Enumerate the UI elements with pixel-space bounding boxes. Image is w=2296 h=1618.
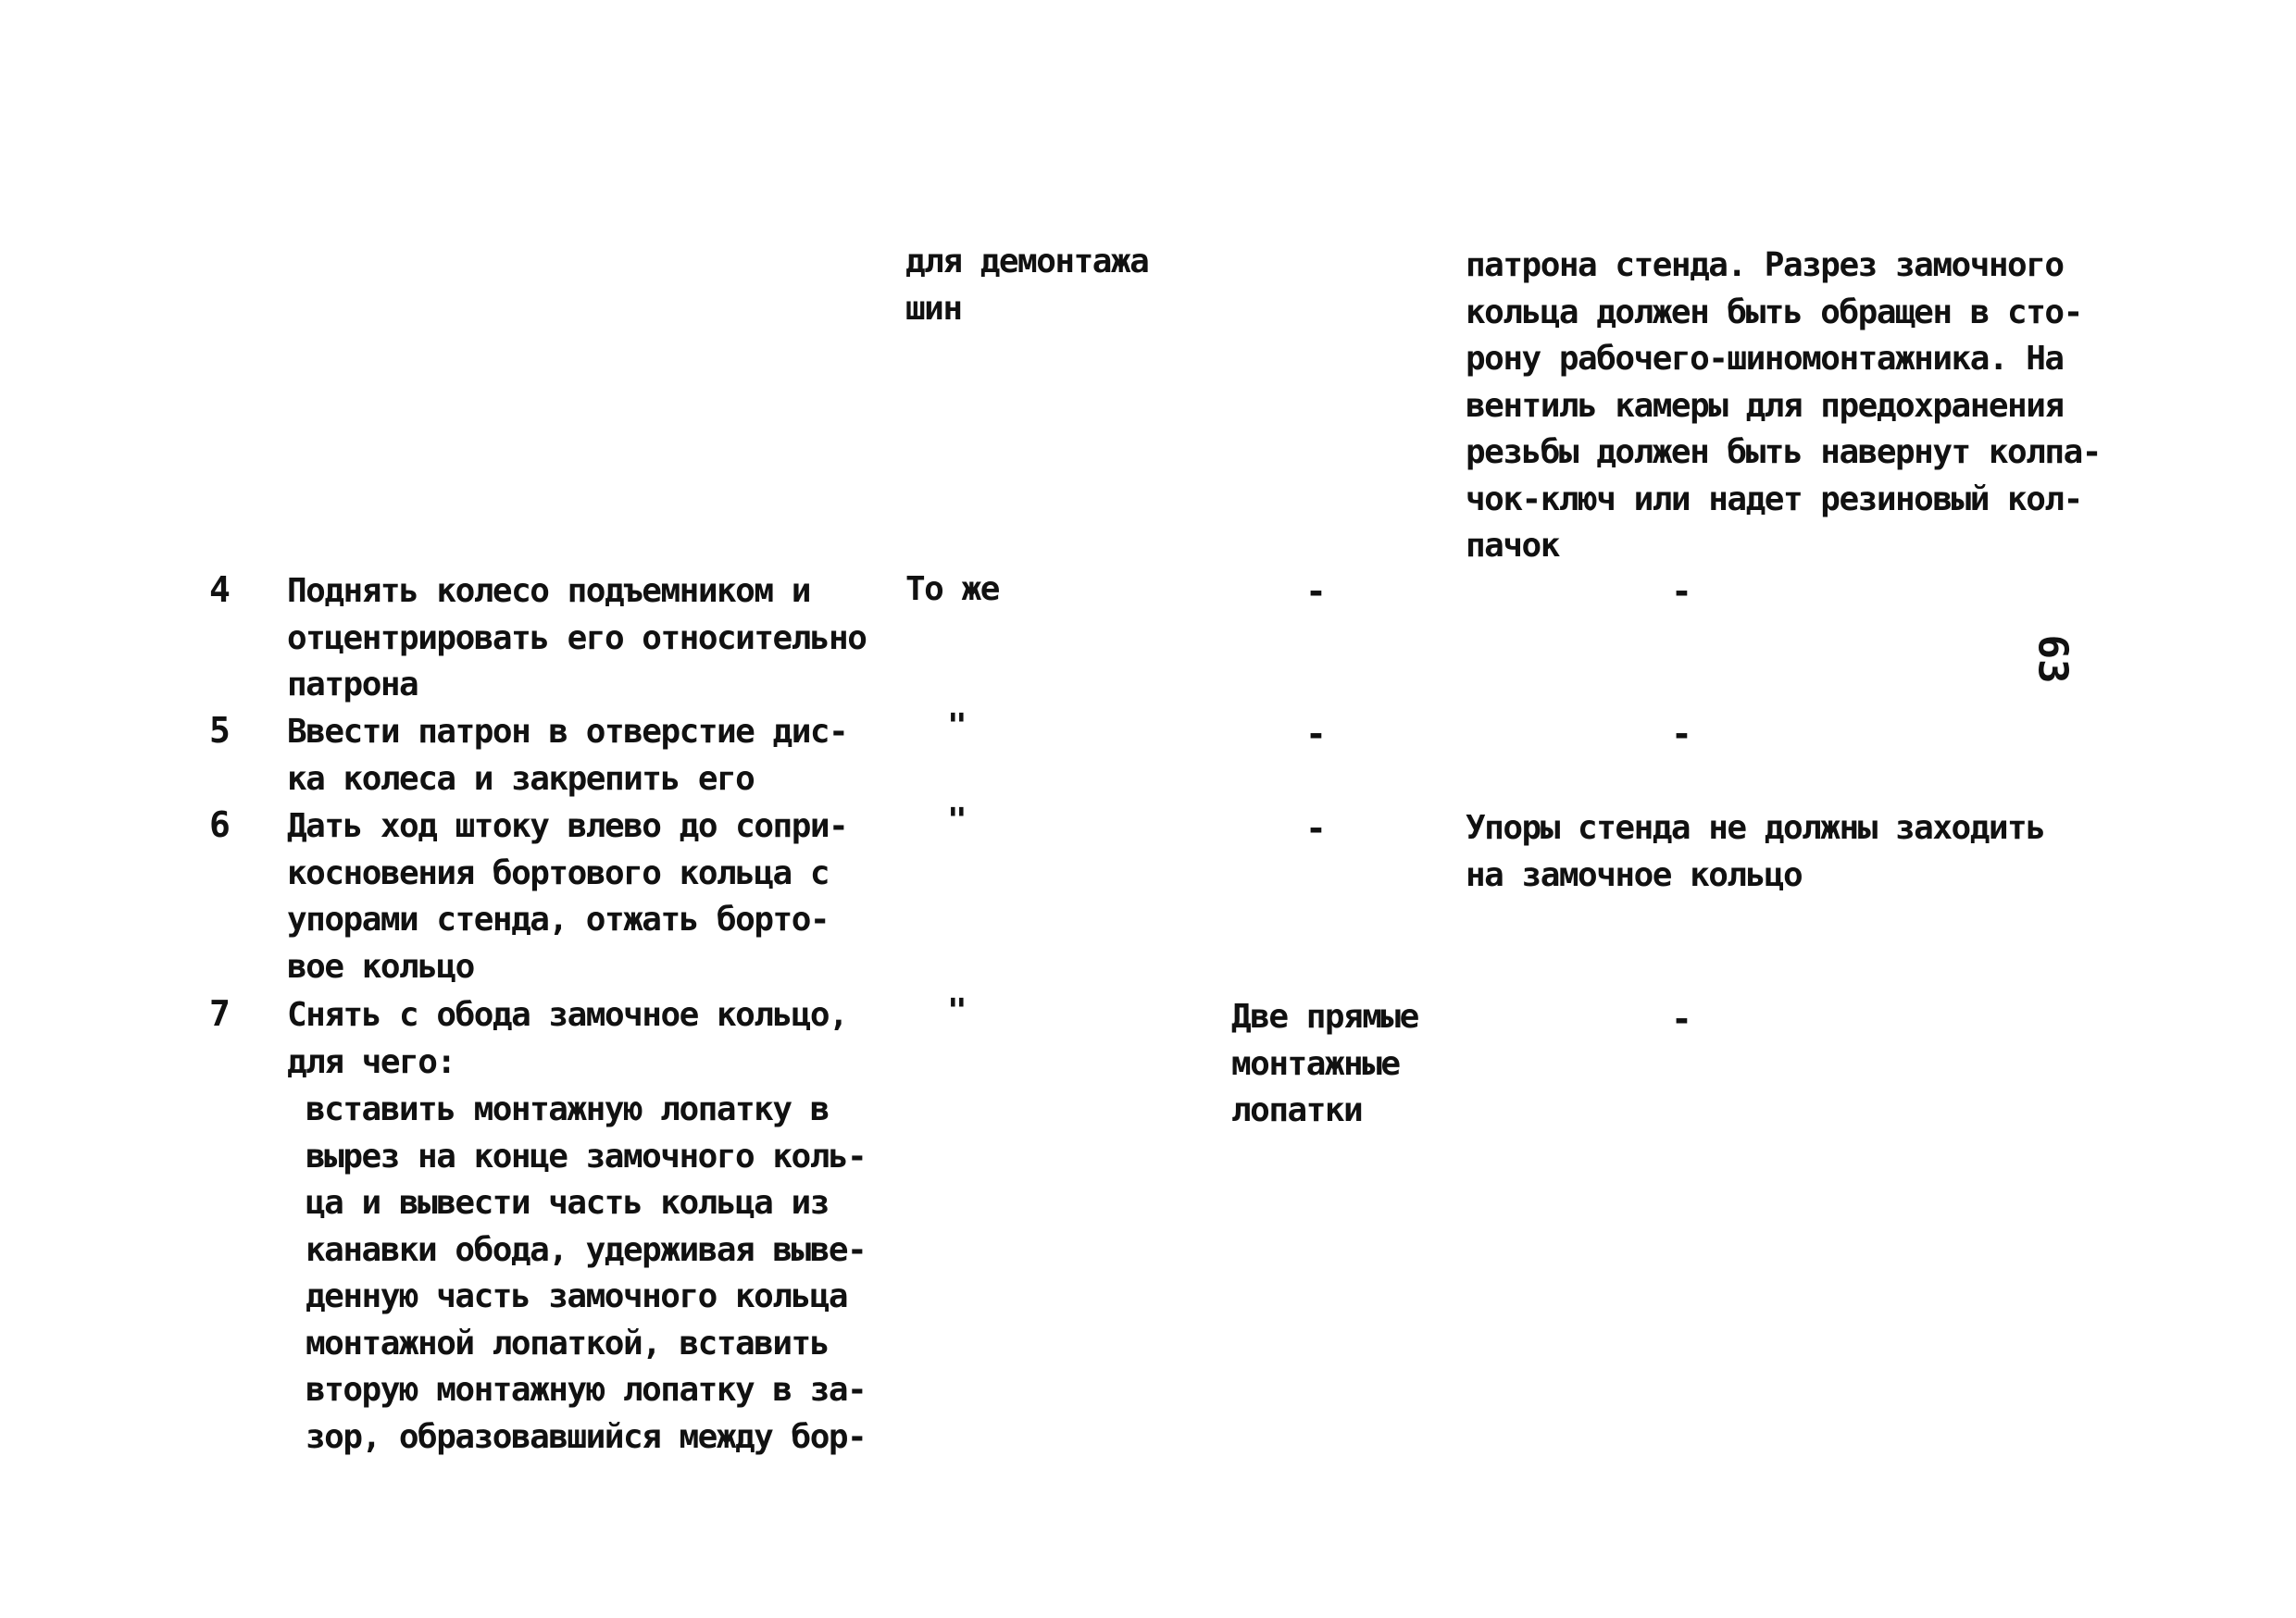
operation-cell: Ввести патрон в отверстие дис- ка колеса и закрепить его (287, 713, 848, 798)
notes-cell: Упоры стенда не должны заходить на замочное кольцо (1466, 809, 2045, 894)
tool-cell: " (947, 992, 967, 1030)
fixture-cell: - (1305, 808, 1326, 849)
row-number: 6 (209, 804, 230, 845)
tool-cell: То же (905, 570, 999, 608)
sub-operation-cell: вставить монтажную лопатку в вырез на конце замочного коль- ца и вывести часть кольца из канавки обода, удерживая выве- денную часть замочного кольца монтажной лопаткой, вставить вторую монтажную лопатку в за- зор, образовавшийся между бор- (306, 1090, 867, 1456)
operation-cell: Дать ход штоку влево до сопри- косновения бортового кольца с упорами стенда, отжать борто- вое кольцо (287, 807, 848, 986)
notes-cell: - (1671, 571, 1691, 612)
row-number: 7 (209, 993, 230, 1034)
notes-cell: - (1671, 714, 1691, 754)
row-number: 5 (209, 710, 230, 751)
fixture-cell: Две прямые монтажные лопатки (1231, 998, 1418, 1129)
notes-cell: - (1671, 999, 1691, 1039)
operation-cell: Поднять колесо подъемником и отцентрировать его относительно патрона (287, 572, 867, 703)
continued-notes-cell: патрона стенда. Разрез замочного кольца должен быть обращен в сто- рону рабочего-шиномонтажника. На вентиль камеры для предохранения резьбы должен быть навернут колпа- чок-ключ или надет резиновый кол- пачок (1466, 246, 2101, 565)
tool-cell: " (947, 802, 967, 840)
fixture-cell: - (1305, 714, 1326, 754)
tool-cell: " (947, 707, 967, 745)
fixture-cell: - (1305, 571, 1326, 612)
continued-tool-cell: для демонтажа шин (905, 243, 1149, 328)
operation-cell: Снять с обода замочное кольцо, для чего: (287, 996, 848, 1081)
page-number: 63 (2028, 634, 2077, 684)
row-number: 4 (209, 569, 230, 610)
